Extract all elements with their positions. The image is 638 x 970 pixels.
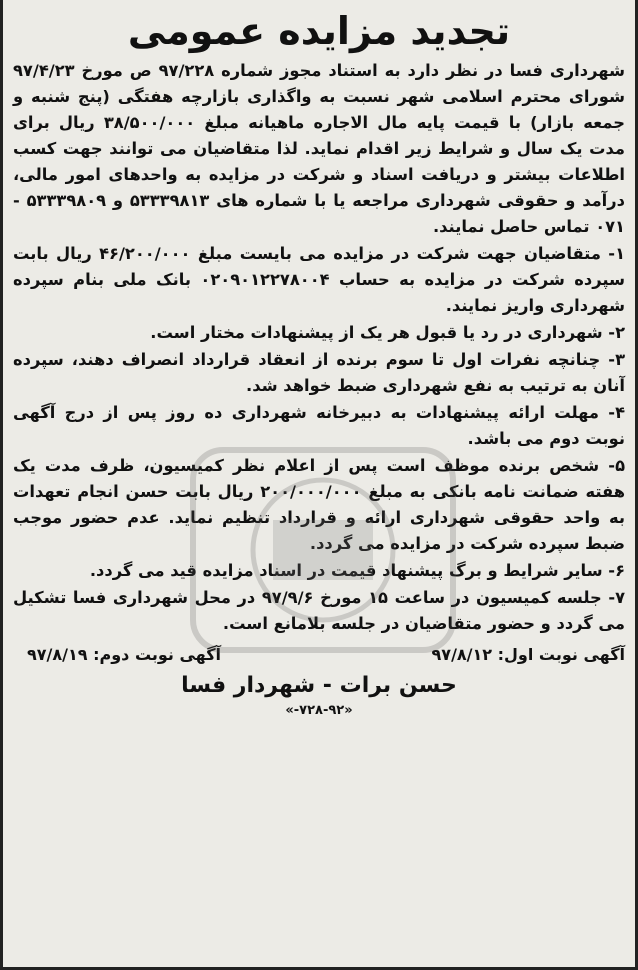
condition-item-5: ۵- شخص برنده موظف است پس از اعلام نظر کمیسیون، ظرف مدت یک هفته ضمانت نامه بانکی به مبلغ ۲۰۰/۰۰۰/۰۰۰ ریال بابت حسن انجام تعهدات به واحد حقوقی شهرداری ارائه و قرارداد تنظیم نماید. عدم حضور موجب ضبط سپرده شرکت در مزایده می گردد.	[13, 456, 626, 553]
signature: حسن برات - شهردار فسا	[181, 673, 457, 698]
ad-first-date: آگهی نوبت اول: ۹۷/۸/۱۲	[431, 645, 625, 664]
condition-item-3: ۳- چنانچه نفرات اول تا سوم برنده از انعقاد قرارداد انصراف دهند، سپرده آنان به ترتیب به نفع شهرداری ضبط خواهد شد.	[13, 350, 625, 395]
notice-code: «۷۲۸-۹۲-»	[285, 703, 353, 718]
condition-item-2: ۲- شهرداری در رد یا قبول هر یک از پیشنهادات مختار است.	[150, 323, 625, 342]
ad-second-date: آگهی نوبت دوم: ۹۷/۸/۱۹	[27, 645, 222, 664]
condition-item-7: ۷- جلسه کمیسیون در ساعت ۱۵ مورخ ۹۷/۹/۶ در محل شهرداری فسا تشکیل می گردد و حضور متقاضیان در جلسه بلامانع است.	[13, 588, 626, 633]
condition-item-6: ۶- سایر شرایط و برگ پیشنهاد قیمت در اسناد مزایده قید می گردد.	[89, 561, 625, 580]
ad-dates	[13, 641, 625, 668]
intro-paragraph: شهرداری فسا در نظر دارد به استناد مجوز شماره ۹۷/۲۲۸ ص مورخ ۹۷/۴/۲۳ شورای محترم اسلامی شهر نسبت به واگذاری بازارچه هفتگی (پنج شنبه و جمعه بازار) با قیمت پایه مال الاجاره ماهیانه مبلغ ۳۸/۵۰۰/۰۰۰ ریال برای مدت یک سال و شرایط زیر اقدام نماید. لذا متقاضیان می توانند جهت کسب اطلاعات بیشتر و دریافت اسناد و شرکت در مزایده به واحدهای امور مالی، درآمد و حقوقی شهرداری مراجعه یا با شماره های ۵۳۳۳۹۸۱۳ و ۵۳۳۳۹۸۰۹ - ۰۷۱ تماس حاصل نمایند.	[13, 61, 625, 236]
condition-item-4: ۴- مهلت ارائه پیشنهادات به دبیرخانه شهرداری ده روز پس از درج آگهی نوبت دوم می باشد.	[13, 403, 625, 448]
notice-title: تجدید مزایده عمومی	[127, 9, 511, 53]
condition-item-1: ۱- متقاضیان جهت شرکت در مزایده می بایست مبلغ ۴۶/۲۰۰/۰۰۰ ریال بابت سپرده شرکت در مزایده به حساب ۰۲۰۹۰۱۲۲۷۸۰۰۴ بانک ملی بنام سپرده شهرداری واریز نمایند.	[13, 244, 625, 315]
